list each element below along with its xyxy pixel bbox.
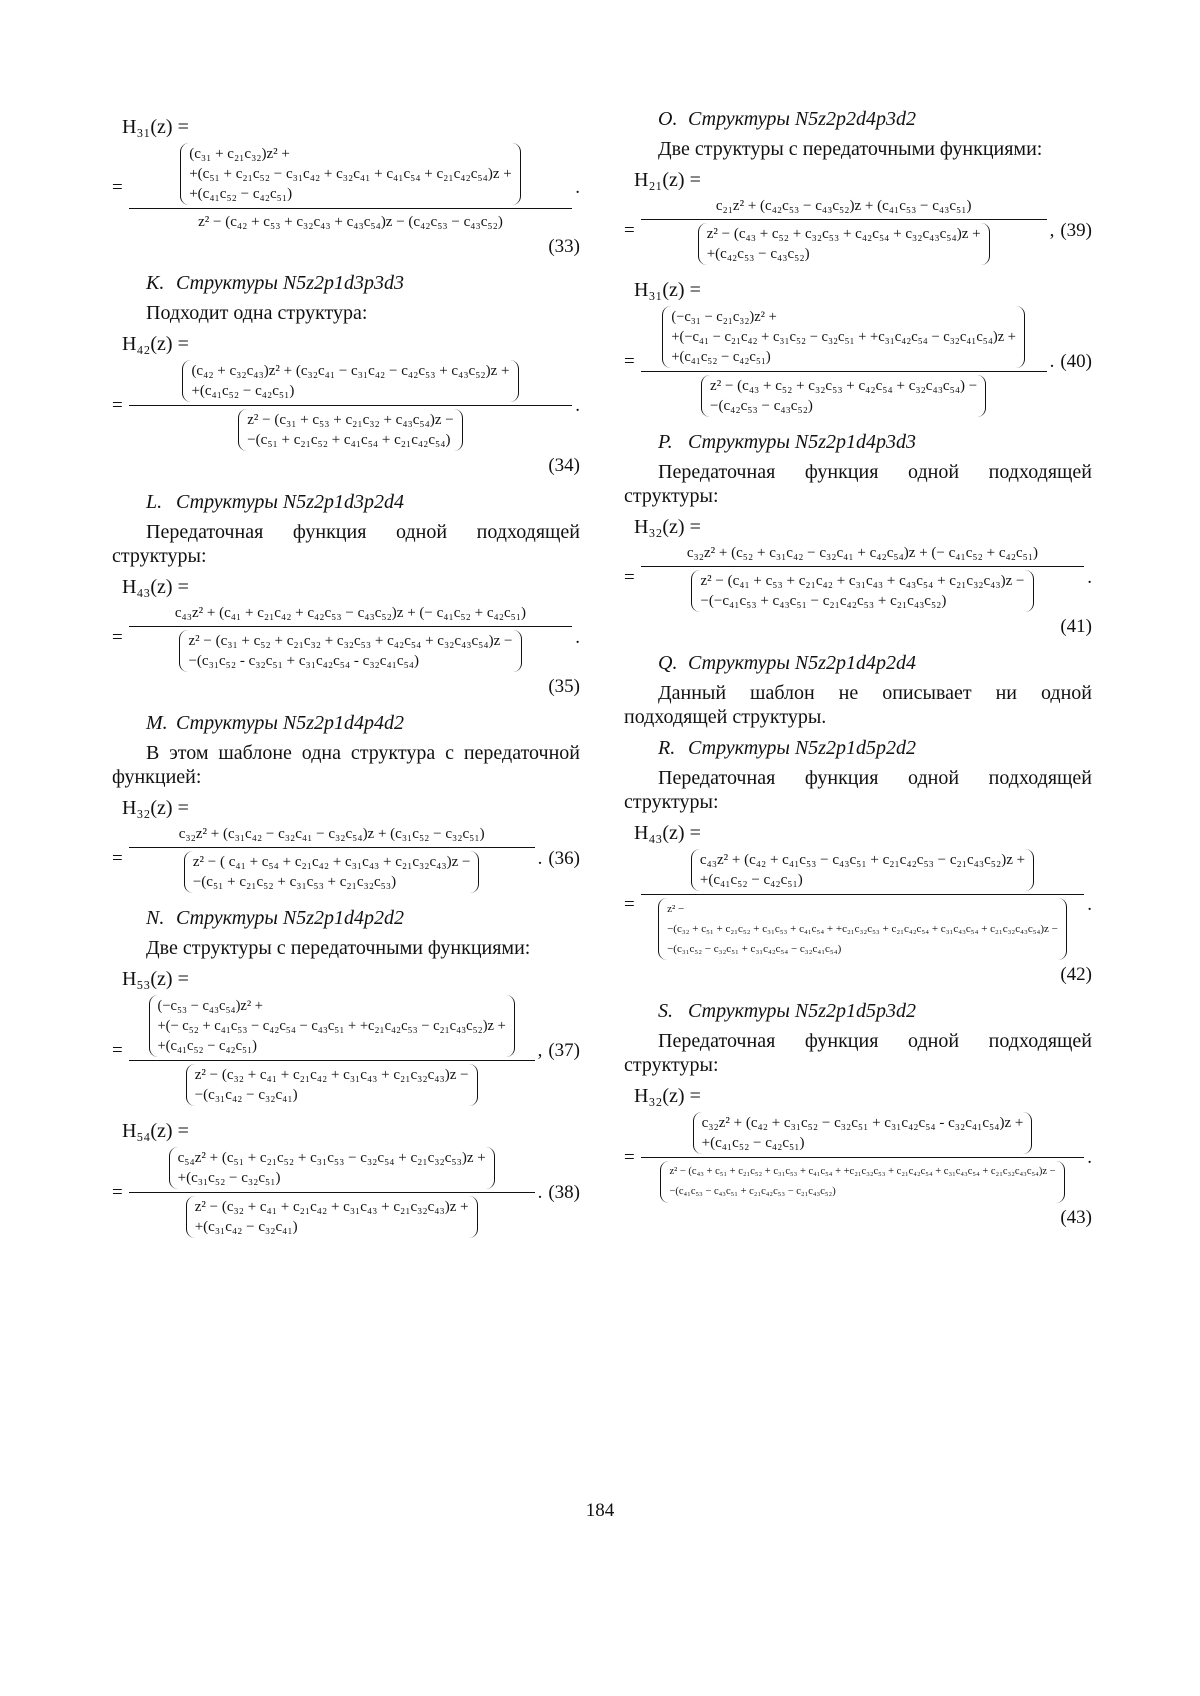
paragraph: Две структуры с передаточными функциями: (658, 138, 1043, 160)
numerator-line: +(c₄₁c₅₂ − c₄₂c₅₁) (157, 1038, 257, 1054)
numerator-line: c₅₄z² + (c₅₁ + c₂₁c₅₂ + c₃₁c₅₃ − c₃₂c₅₄ + c₂₁c₃₂c₅₃)z + (177, 1150, 486, 1166)
equation-end-mark: , (537, 1039, 543, 1061)
page-number: 184 (585, 1500, 615, 1521)
paragraph: Данный шаблон не описывает ни одной подходящей структуры. (624, 682, 1092, 728)
denominator-bracket (186, 1064, 478, 1106)
equals-sign: = (112, 1181, 123, 1203)
denominator-line: z² − (c₃₁ + c₅₂ + c₂₁c₃₂ + c₃₂c₅₃ + c₄₂c₅₄ + c₃₂c₄₃c₅₄)z − (188, 633, 513, 649)
fraction (129, 360, 573, 451)
fraction (129, 995, 535, 1106)
denominator-bracket (691, 570, 1033, 612)
section-title-q (624, 652, 1092, 675)
numerator-line: c₄₃z² + (c₄₁ + c₂₁c₄₂ + c₄₂c₅₃ − c₄₃c₅₂)z + (− c₄₁c₅₂ + c₄₂c₅₁) (174, 605, 527, 621)
numerator-bracket (662, 306, 1025, 368)
section-letter: O. (658, 108, 678, 130)
numerator (165, 1147, 499, 1192)
equals-sign: = (624, 1146, 635, 1168)
equation-41 (624, 516, 1092, 638)
equation-number: (40) (1060, 350, 1092, 372)
numerator-line: +(− c₅₂ + c₄₁c₅₃ − c₄₂c₅₄ − c₄₃c₅₁ + +c₂₁c₄₂c₅₃ − c₂₁c₄₃c₅₂)z + (157, 1018, 506, 1034)
equation-38 (112, 1120, 580, 1238)
equation-number: (34) (548, 455, 580, 476)
paragraph: В этом шаблоне одна структура с передаточной функцией: (112, 742, 580, 788)
fraction (129, 603, 573, 672)
equation-lhs: H₃₂(z) = (634, 516, 701, 538)
denominator (182, 1061, 482, 1106)
denominator (234, 406, 467, 451)
equation-end-mark: . (537, 1181, 543, 1203)
denominator-bracket (660, 1161, 1064, 1203)
numerator-bracket (691, 849, 1034, 891)
numerator-line: c₄₃z² + (c₄₂ + c₄₁c₅₃ − c₄₃c₅₁ + c₂₁c₄₂c₅₃ − c₂₁c₄₃c₅₂)z + (699, 852, 1026, 868)
section-title-k (112, 272, 580, 295)
equation-39 (624, 169, 1092, 265)
equation-end-mark: . (575, 176, 580, 198)
equals-sign: = (112, 847, 123, 869)
equals-sign: = (112, 394, 123, 416)
numerator-line: c₂₁z² + (c₄₂c₅₃ − c₄₃c₅₂)z + (c₄₁c₅₃ − c₄₃c₅₁) (715, 198, 972, 214)
equals-sign: = (624, 566, 635, 588)
numerator (658, 306, 1029, 371)
denominator-bracket (184, 851, 480, 893)
numerator-bracket (182, 360, 518, 402)
fraction (641, 849, 1085, 960)
equation-lhs: H₅₄(z) = (122, 1120, 189, 1142)
denominator-line: z² − (667, 903, 685, 915)
denominator (654, 895, 1071, 960)
denominator-line: z² − (c₄₁ + c₅₃ + c₂₁c₄₂ + c₃₁c₄₃ + c₄₃c₅₄ + c₂₁c₃₂c₄₃)z − (700, 573, 1025, 589)
equation-number: (41) (1060, 616, 1092, 637)
paragraph: Передаточная функция одной подходящей структуры: (112, 521, 580, 567)
numerator (171, 603, 530, 626)
fraction (641, 1112, 1085, 1203)
section-letter: S. (658, 1000, 673, 1022)
numerator (176, 143, 525, 208)
section-title-s (624, 1000, 1092, 1023)
numerator-bracket (149, 995, 515, 1057)
section-letter: M. (146, 712, 168, 734)
numerator-bracket (693, 1112, 1033, 1154)
equation-43 (624, 1085, 1092, 1229)
fraction (129, 143, 573, 232)
equation-end-mark: . (1087, 1146, 1092, 1168)
numerator-line: +(c₄₁c₅₂ − c₄₂c₅₁) (189, 186, 293, 202)
denominator-line: z² − (c₄₃ + c₅₂ + c₃₂c₅₃ + c₄₂c₅₄ + c₃₂c₄₃c₅₄) − (710, 378, 978, 394)
denominator-bracket (238, 409, 463, 451)
equation-number: (42) (1060, 964, 1092, 985)
equation-number: (33) (548, 236, 580, 257)
section-title-text: Структуры N5z2p1d4p4d2 (176, 712, 404, 734)
section-title-text: Структуры N5z2p2d4p3d2 (688, 108, 916, 130)
denominator-line: −(c₃₂ + c₅₁ + c₂₁c₅₂ + c₃₁c₅₃ + c₄₁c₅₄ + +c₂₁c₃₂c₅₃ + c₂₁c₄₂c₅₄ + c₃₁c₄₃c₅₄ + c₂₁c₃₂c₄₃c₅₄)z − (667, 923, 1058, 935)
equation-end-mark: . (537, 847, 543, 869)
equation-number: (43) (1060, 1207, 1092, 1228)
section-letter: K. (146, 272, 165, 294)
denominator-bracket (186, 1196, 478, 1238)
denominator-line: +(c₃₁c₄₂ − c₃₂c₄₁) (194, 1219, 298, 1235)
equation-end-mark: , (1049, 219, 1055, 241)
equation-lhs: H₄₂(z) = (122, 333, 189, 355)
fraction (129, 1147, 535, 1238)
section-title-text: Структуры N5z2p1d3p2d4 (176, 491, 404, 513)
denominator (697, 372, 990, 417)
equation-40 (624, 279, 1092, 417)
numerator-line: +(c₄₁c₅₂ − c₄₂c₅₁) (191, 383, 295, 399)
section-title-m (112, 712, 580, 735)
denominator-line: −(c₃₁c₅₂ - c₃₂c₅₁ + c₃₁c₄₂c₅₄ - c₃₂c₄₁c₅₄) (188, 653, 420, 669)
section-title-text: Структуры N5z2p1d5p2d2 (688, 737, 916, 759)
denominator-line: −(−c₄₁c₅₃ + c₄₃c₅₁ − c₂₁c₄₂c₅₃ + c₂₁c₄₃c₅₂) (700, 593, 947, 609)
equation-number: (36) (548, 847, 580, 869)
numerator-line: +(c₃₁c₅₂ − c₃₂c₅₁) (177, 1170, 281, 1186)
section-title-text: Структуры N5z2p1d3p3d3 (176, 272, 404, 294)
equation-number: (38) (548, 1181, 580, 1203)
equation-number: (37) (548, 1039, 580, 1061)
denominator-bracket (698, 223, 990, 265)
section-title-text: Структуры N5z2p1d5p3d2 (688, 1000, 916, 1022)
numerator (687, 849, 1038, 894)
numerator-line: c₃₂z² + (c₄₂ + c₃₁c₅₂ − c₃₂c₅₁ + c₃₁c₄₂c₅₄ - c₃₂c₄₁c₅₄)z + (701, 1115, 1024, 1131)
denominator-line: z² − (c₄₃ + c₅₂ + c₃₂c₅₃ + c₄₂c₅₄ + c₃₂c₄₃c₅₄)z + (706, 226, 981, 242)
fraction (641, 196, 1047, 265)
denominator-line: z² − (c₄₃ + c₅₁ + c₂₁c₅₂ + c₃₁c₅₃ + c₄₁c₅₄ + +c₂₁c₃₂c₅₃ + c₂₁c₄₂c₅₄ + c₃₁c₄₃c₅₄ + c₂₁c₃₂c₄₃c₅₄)z − (669, 1166, 1056, 1177)
numerator (712, 196, 976, 219)
equation-end-mark: . (1049, 350, 1055, 372)
equation-lhs: H₃₁(z) = (122, 116, 189, 138)
left-column (112, 108, 580, 1252)
denominator-line: z² − ( c₄₁ + c₅₄ + c₂₁c₄₂ + c₃₁c₄₃ + c₂₁c₃₂c₄₃)z − (192, 854, 471, 870)
equation-36 (112, 797, 580, 893)
equals-sign: = (624, 350, 635, 372)
equation-number: (39) (1060, 219, 1092, 241)
equals-sign: = (624, 219, 635, 241)
denominator (694, 220, 994, 265)
numerator (178, 360, 522, 405)
paragraph: Две структуры с передаточными функциями: (146, 937, 531, 959)
numerator-line: (c₄₂ + c₃₂c₄₃)z² + (c₃₂c₄₁ − c₃₁c₄₂ − c₄₂c₅₃ + c₄₃c₅₂)z + (191, 363, 510, 379)
denominator-line: z² − (c₃₂ + c₄₁ + c₂₁c₄₂ + c₃₁c₄₃ + c₂₁c₃₂c₄₃)z + (194, 1199, 469, 1215)
numerator (175, 824, 489, 847)
equation-37 (112, 968, 580, 1106)
equals-sign: = (112, 1039, 123, 1061)
denominator-line: z² − (c₃₂ + c₄₁ + c₂₁c₄₂ + c₃₁c₄₃ + c₂₁c₃₂c₄₃)z − (194, 1067, 469, 1083)
numerator-line: (−c₅₃ − c₄₃c₅₄)z² + (157, 998, 263, 1014)
section-title-text: Структуры N5z2p1d4p2d4 (688, 652, 916, 674)
numerator-bracket (169, 1147, 495, 1189)
equation-lhs: H₄₃(z) = (122, 576, 189, 598)
denominator-line: −(c₅₁ + c₂₁c₅₂ + c₃₁c₅₃ + c₂₁c₃₂c₅₃) (192, 874, 397, 890)
denominator-line: −(c₄₂c₅₃ − c₄₃c₅₂) (710, 398, 813, 414)
denominator (175, 627, 525, 672)
section-title-r (624, 737, 1092, 760)
equation-42 (624, 822, 1092, 986)
section-title-text: Структуры N5z2p1d4p3d3 (688, 431, 916, 453)
equation-33 (112, 116, 580, 258)
numerator (689, 1112, 1037, 1157)
numerator-line: c₃₂z² + (c₃₁c₄₂ − c₃₂c₄₁ − c₃₂c₅₄)z + (c₃₁c₅₂ − c₃₂c₅₁) (178, 826, 485, 842)
equals-sign: = (112, 176, 123, 198)
numerator-line: +(c₄₁c₅₂ − c₄₂c₅₁) (699, 872, 803, 888)
denominator-line: z² − (c₄₂ + c₅₃ + c₃₂c₄₃ + c₄₃c₅₄)z − (c₄₂c₅₃ − c₄₃c₅₂) (198, 214, 503, 230)
numerator-line: +(c₄₁c₅₂ − c₄₂c₅₁) (701, 1135, 805, 1151)
section-letter: N. (146, 907, 165, 929)
paragraph: Передаточная функция одной подходящей структуры: (624, 461, 1092, 507)
denominator-bracket (658, 898, 1067, 960)
equation-end-mark: . (1087, 566, 1092, 588)
equation-lhs: H₃₁(z) = (634, 279, 701, 301)
fraction (129, 824, 535, 893)
denominator-bracket (179, 630, 521, 672)
equation-35 (112, 576, 580, 698)
paragraph: Подходит одна структура: (146, 302, 368, 324)
numerator (145, 995, 519, 1060)
equation-lhs: H₂₁(z) = (634, 169, 701, 191)
section-letter: R. (658, 737, 676, 759)
numerator (683, 543, 1042, 566)
section-title-p (624, 431, 1092, 454)
section-letter: P. (658, 431, 673, 453)
denominator (687, 567, 1037, 612)
numerator-line: +(c₅₁ + c₂₁c₅₂ − c₃₁c₄₂ + c₃₂c₄₁ + c₄₁c₅₄ + c₂₁c₄₂c₅₄)z + (189, 166, 512, 182)
equation-number: (35) (548, 676, 580, 697)
section-title-text: Структуры N5z2p1d4p2d2 (176, 907, 404, 929)
right-column (624, 108, 1092, 1243)
numerator-line: c₃₂z² + (c₅₂ + c₃₁c₄₂ − c₃₂c₄₁ + c₄₂c₅₄)z + (− c₄₁c₅₂ + c₄₂c₅₁) (686, 545, 1039, 561)
denominator (194, 209, 507, 232)
equals-sign: = (624, 893, 635, 915)
paragraph: Передаточная функция одной подходящей структуры: (624, 1030, 1092, 1076)
equation-lhs: H₃₂(z) = (634, 1085, 701, 1107)
numerator-line: (−c₃₁ − c₂₁c₃₂)z² + (671, 309, 777, 325)
denominator-bracket (701, 375, 986, 417)
denominator-line: z² − (c₃₁ + c₅₃ + c₂₁c₃₂ + c₄₃c₅₄)z − (247, 412, 454, 428)
denominator-line: −(c₃₁c₅₂ − c₃₂c₅₁ + c₃₁c₄₂c₅₄ − c₃₂c₄₁c₅₄) (667, 943, 842, 955)
equation-lhs: H₅₃(z) = (122, 968, 189, 990)
paragraph: Передаточная функция одной подходящей структуры: (624, 767, 1092, 813)
equals-sign: = (112, 626, 123, 648)
equation-lhs: H₃₂(z) = (122, 797, 189, 819)
numerator-bracket (180, 143, 521, 205)
equation-lhs: H₄₃(z) = (634, 822, 701, 844)
denominator-line: −(c₄₁c₅₃ − c₄₃c₅₁ + c₂₁c₄₂c₅₃ − c₂₁c₄₃c₅₂) (669, 1186, 836, 1197)
numerator-line: +(c₄₁c₅₂ − c₄₂c₅₁) (671, 349, 771, 365)
section-letter: Q. (658, 652, 678, 674)
equation-end-mark: . (1087, 893, 1092, 915)
numerator-line: +(−c₄₁ − c₂₁c₄₂ + c₃₁c₅₂ − c₃₂c₅₁ + +c₃₁c₄₂c₅₄ − c₃₂c₄₁c₅₄)z + (671, 329, 1016, 345)
denominator (182, 1193, 482, 1238)
numerator-line: (c₃₁ + c₂₁c₃₂)z² + (189, 146, 290, 162)
section-letter: L. (146, 491, 163, 513)
equation-end-mark: . (575, 394, 580, 416)
denominator-line: −(c₃₁c₄₂ − c₃₂c₄₁) (194, 1087, 298, 1103)
denominator-line: +(c₄₂c₅₃ − c₄₃c₅₂) (706, 246, 810, 262)
fraction (641, 306, 1047, 417)
section-title-n (112, 907, 580, 930)
denominator (180, 848, 484, 893)
section-title-o (624, 108, 1092, 131)
equation-end-mark: . (575, 626, 580, 648)
equation-34 (112, 333, 580, 477)
denominator (656, 1158, 1068, 1203)
denominator-line: −(c₅₁ + c₂₁c₅₂ + c₄₁c₅₄ + c₂₁c₄₂c₅₄) (247, 432, 451, 448)
fraction (641, 543, 1085, 612)
section-title-l (112, 491, 580, 514)
